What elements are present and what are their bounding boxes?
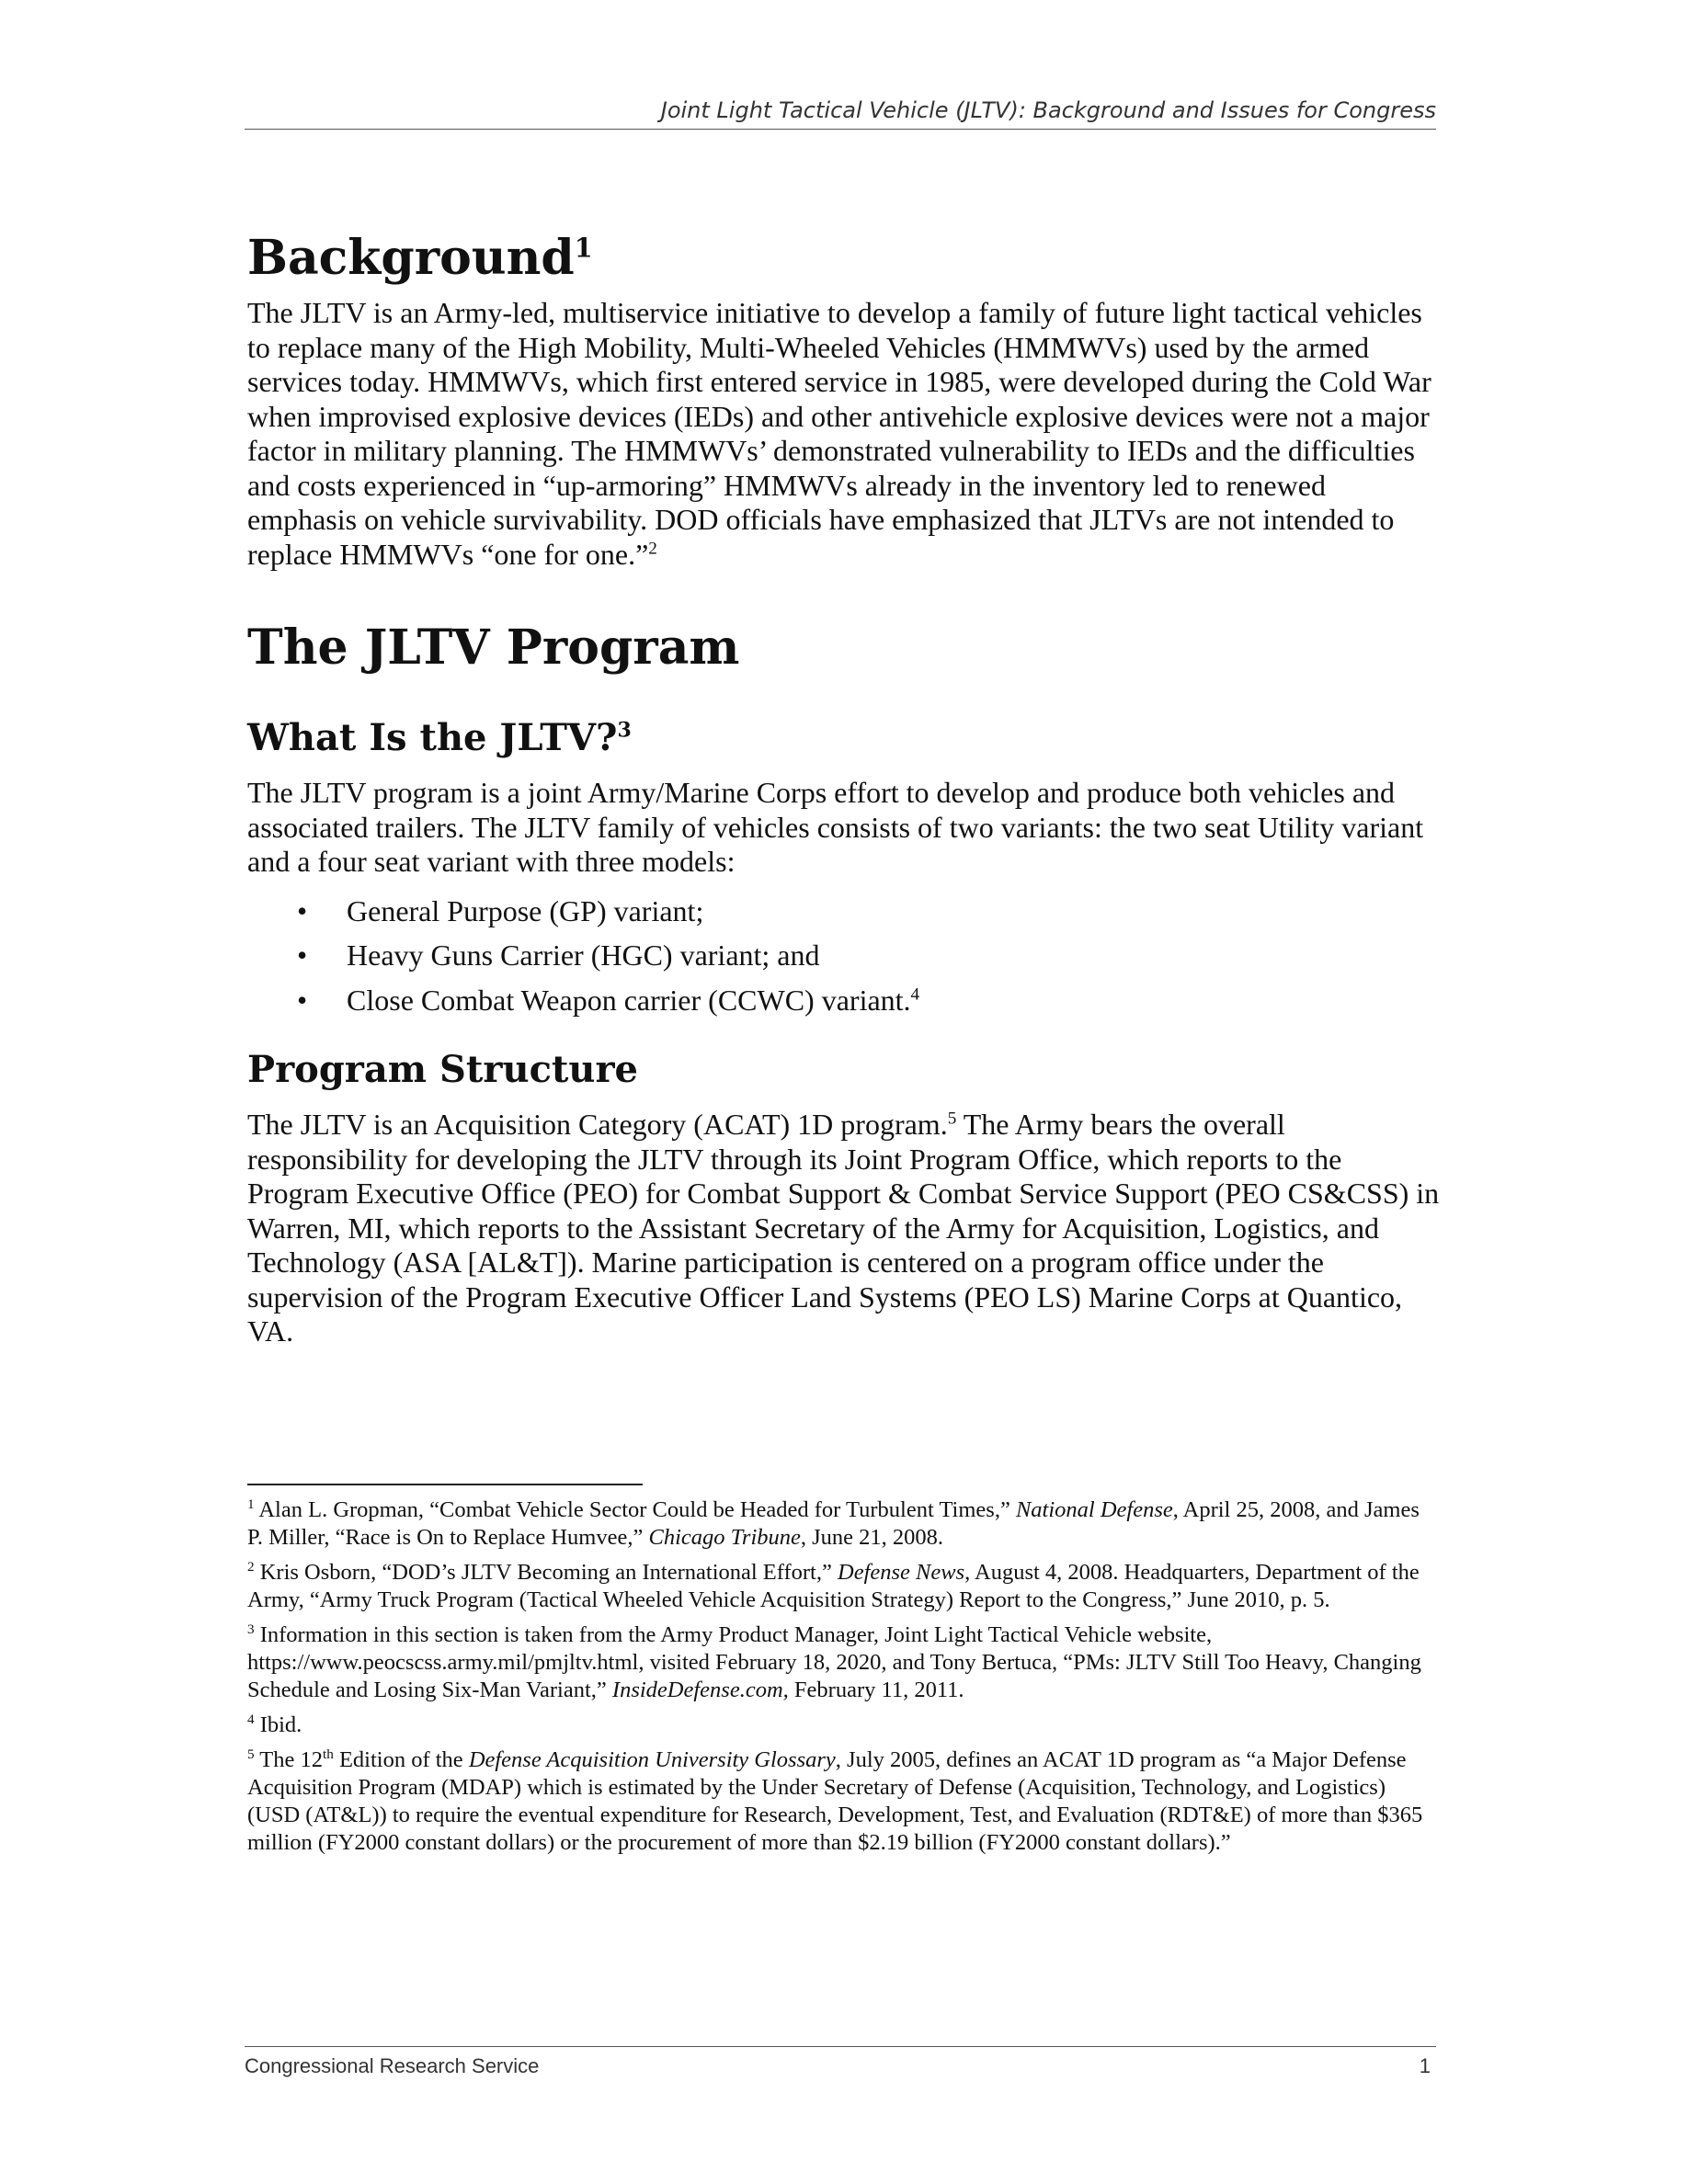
list-item: • Heavy Guns Carrier (HGC) variant; and (297, 938, 820, 972)
footnote-ref-2[interactable]: 2 (648, 538, 657, 558)
footnote-ref-5[interactable]: 5 (947, 1109, 957, 1129)
main-content (247, 228, 1443, 1349)
footnote-1: $^1$ Alan L. Gropman, “Combat Vehicle Sector Could be Headed for Turbulent Times,” National Defense, April 25, 2008, and James P. Miller, “Race is On to Replace Humvee,” Chicago Tribune, June 21, 2008. (247, 1496, 1420, 1550)
footnote-ref-1[interactable]: 1 (574, 232, 593, 264)
variant-list (247, 894, 1443, 1018)
paragraph-background: The JLTV is an Army-led, multiservice initiative to develop a family of future light tactical vehicles to replace many of the High Mobility, Multi-Wheeled Vehicles (HMMWVs) used by the armed services today. HMMWVs, which first entered service in 1985, were developed during the Cold War when improvised explosive devices (IEDs) and other antivehicle explosive devices were not a major factor in military planning. The HMMWVs’ demonstrated vulnerability to IEDs and the difficulties and costs experienced in “up-armoring” HMMWVs already in the inventory led to renewed emphasis on vehicle survivability. DOD officials have emphasized that JLTVs are not intended to replace HMMWVs “one for one.”$^2$ (247, 296, 1431, 571)
footer-publisher: Congressional Research Service (245, 2054, 540, 2077)
running-header: Joint Light Tactical Vehicle (JLTV): Background and Issues for Congress (245, 97, 1436, 130)
bullet-marker: • (297, 938, 308, 972)
bullet-marker: • (297, 893, 308, 927)
page-number: 1 (1419, 2054, 1431, 2077)
list-item: • General Purpose (GP) variant; (297, 893, 704, 927)
footnote-ref-4[interactable]: 4 (910, 984, 920, 1004)
footnote-5: $^5$ The 12th Edition of the Defense Acquisition University Glossary, July 2005, defines an ACAT 1D program as “a Major Defense Acquisition Program (MDAP) which is estimated by the Under Secretary of Defense (Acquisition, Technology, and Logistics) (USD (AT&L)) to require the eventual expenditure for Research, Development, Test, and Evaluation (RDT&E) of more than $365 million (FY2000 constant dollars) or the procurement of more than $2.19 billion (FY2000 constant dollars).” (247, 1746, 1423, 1855)
footnote-divider (247, 1484, 643, 1485)
footnote-3: $^3$ Information in this section is taken from the Army Product Manager, Joint Light Tactical Vehicle website, https://www.peocscss.army.mil/pmjltv.html, visited February 18, 2020, and Tony Bertuca, “PMs: JLTV Still Too Heavy, Changing Schedule and Losing Six-Man Variant,” InsideDefense.com, February 11, 2011. (247, 1621, 1421, 1702)
footnote-4: $^4$ Ibid. (247, 1711, 302, 1737)
heading-what-is-jltv: What Is the JLTV?$^3$ (247, 716, 632, 759)
page-footer (245, 2046, 1436, 2078)
heading-jltv-program: The JLTV Program (247, 620, 740, 676)
heading-background: Background$^1$ (247, 230, 593, 286)
footnotes (247, 1496, 1433, 1864)
paragraph-what-is-jltv: The JLTV program is a joint Army/Marine Corps effort to develop and produce both vehicles and associated trailers. The JLTV family of vehicles consists of two variants: the two seat Utility variant and a four seat variant with three models: (247, 776, 1424, 878)
heading-program-structure: Program Structure (247, 1048, 638, 1091)
paragraph-program-structure: The JLTV is an Acquisition Category (ACAT) 1D program.$^5$ The Army bears the overall responsibility for developing the JLTV through its Joint Program Office, which reports to the Program Executive Office (PEO) for Combat Support & Combat Service Support (PEO CS&CSS) in Warren, MI, which reports to the Assistant Secretary of the Army for Acquisition, Logistics, and Technology (ASA [AL&T]). Marine participation is centered on a program office under the supervision of the Program Executive Officer Land Systems (PEO LS) Marine Corps at Quantico, VA. (247, 1108, 1440, 1348)
footnote-2: $^2$ Kris Osborn, “DOD’s JLTV Becoming an International Effort,” Defense News, August 4, 2008. Headquarters, Department of the Army, “Army Truck Program (Tactical Wheeled Vehicle Acquisition Strategy) Report to the Congress,” June 2010, p. 5. (247, 1558, 1420, 1612)
list-item: • Close Combat Weapon carrier (CCWC) variant.$^4$ (297, 983, 920, 1017)
footnote-ref-3[interactable]: 3 (617, 718, 632, 743)
bullet-marker: • (297, 983, 308, 1017)
